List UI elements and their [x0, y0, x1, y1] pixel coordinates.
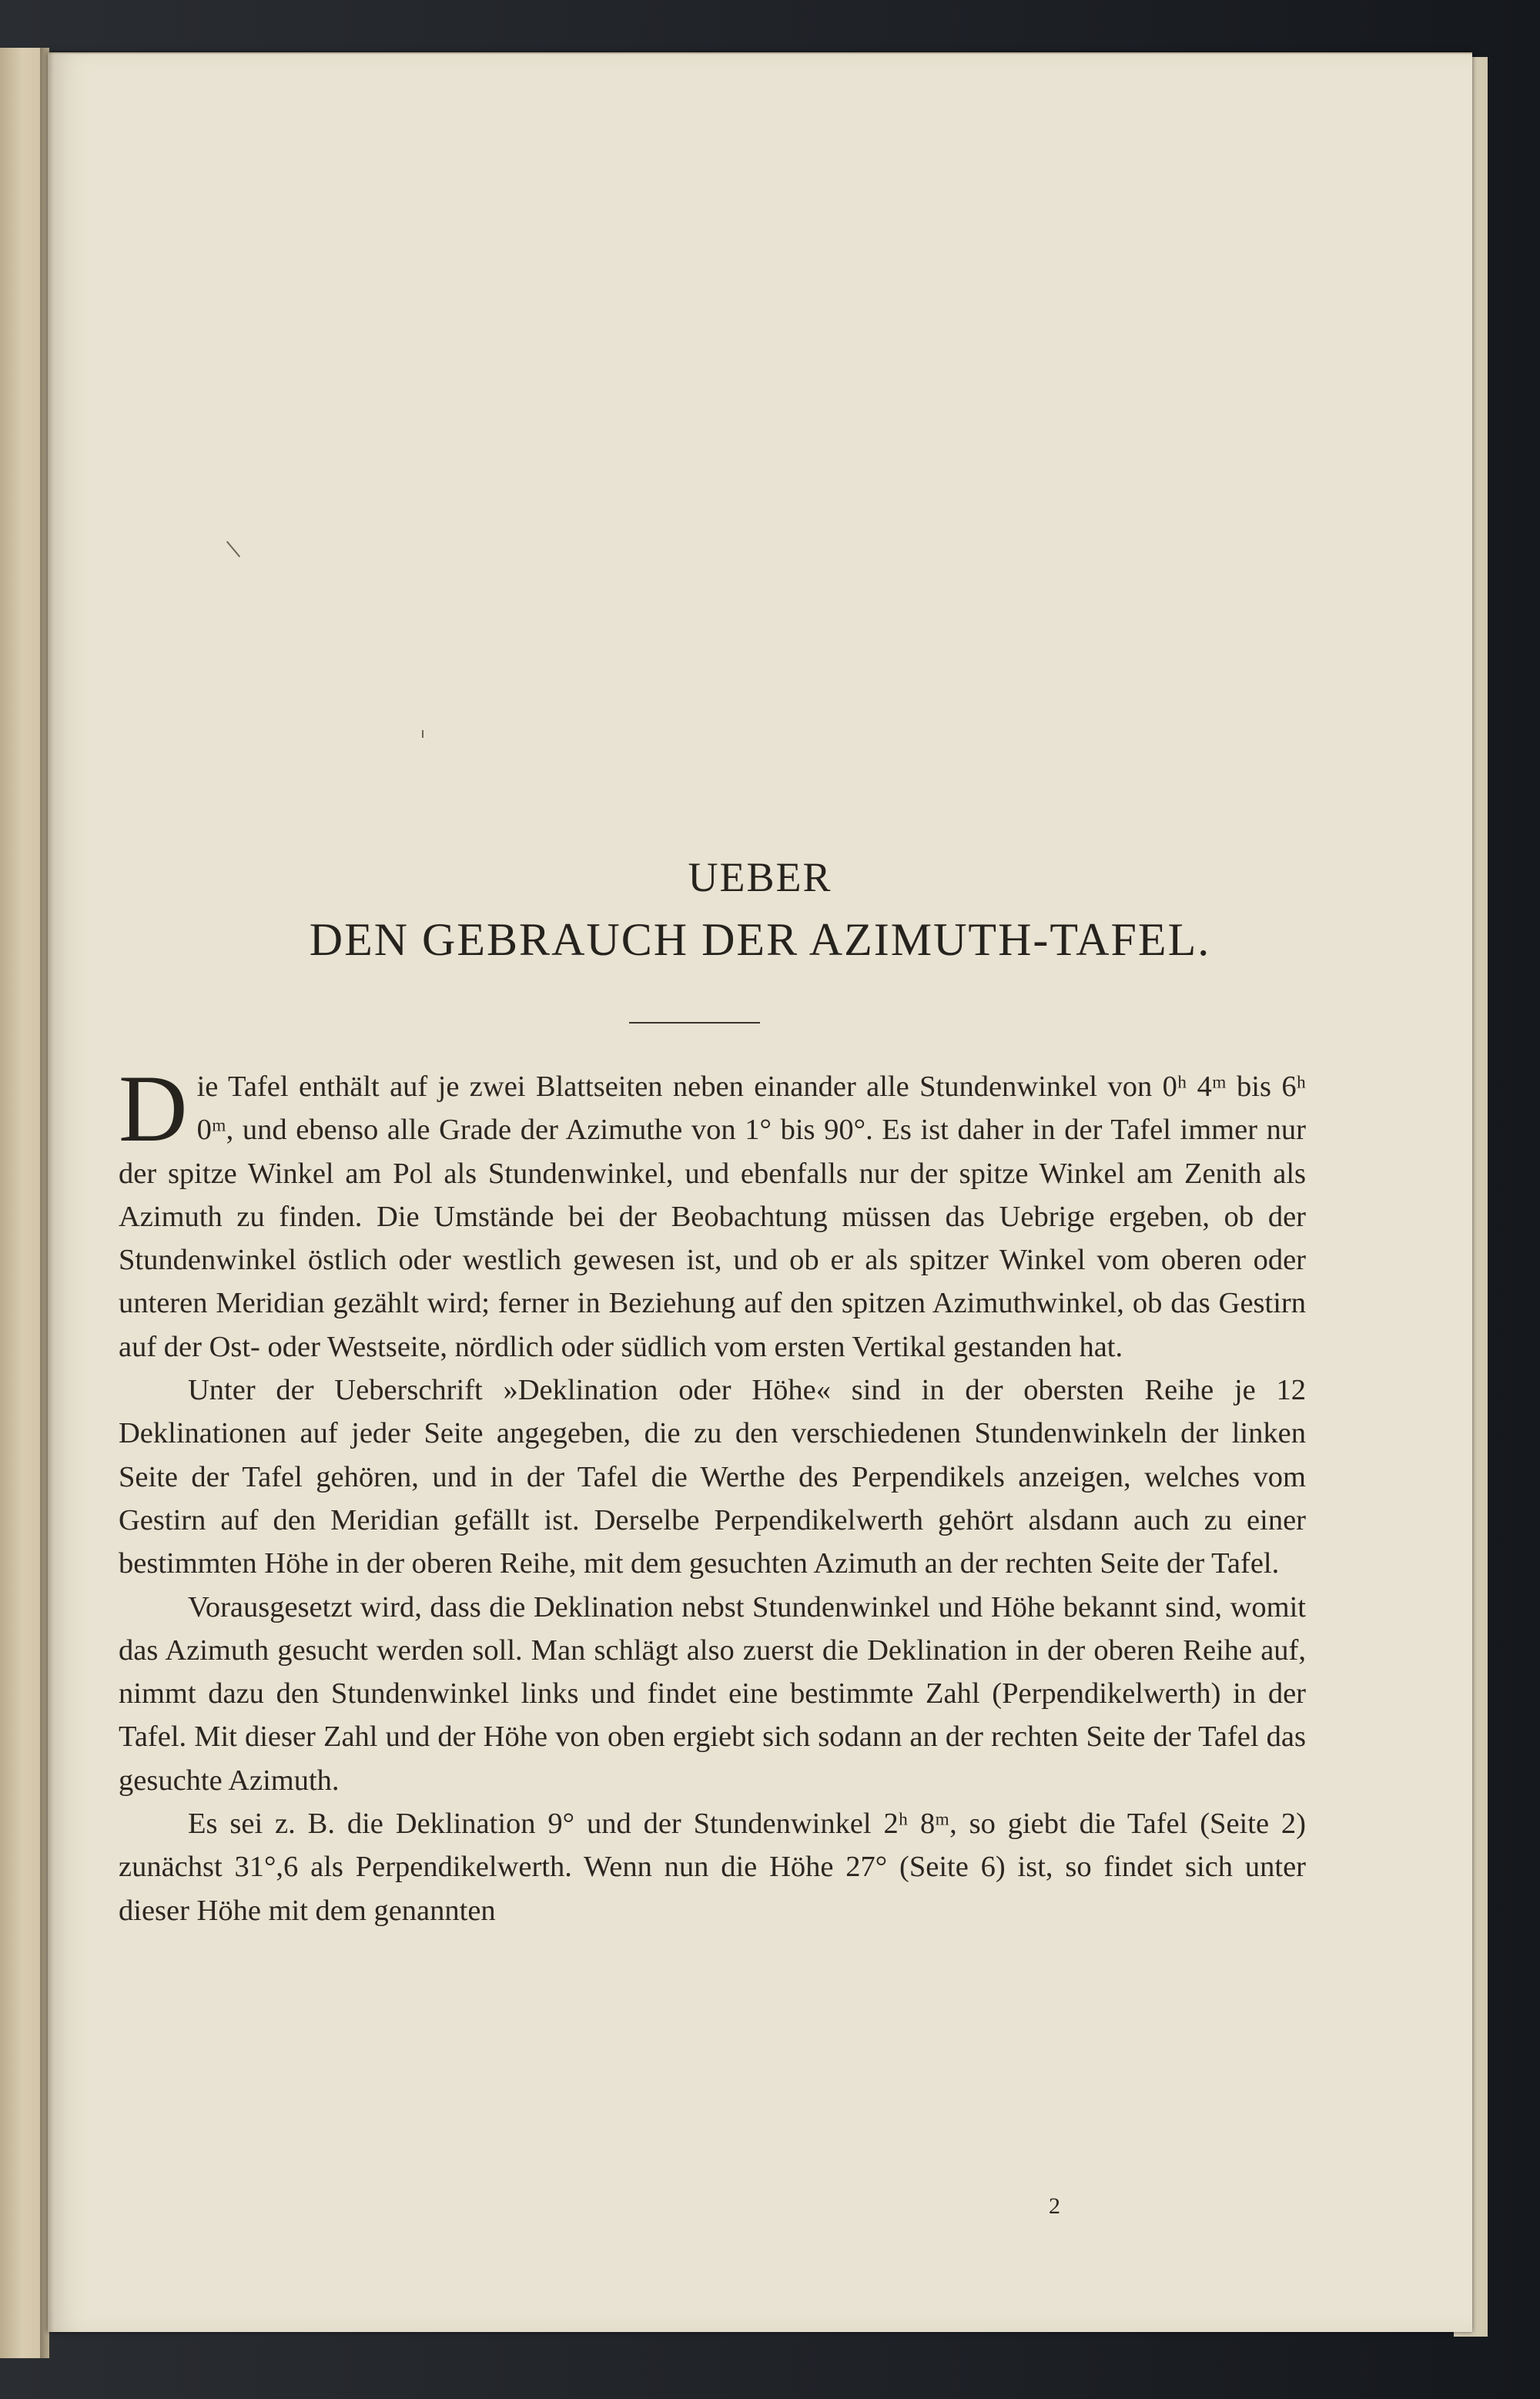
- paragraph-3: Vorausgesetzt wird, dass die Deklination nebst Stundenwinkel und Höhe bekannt sind, womit das Azimuth gesucht werden soll. Man schlägt also zuerst die Deklination in der oberen Reihe auf, nimmt dazu den Stundenwinkel links und findet eine bestimmte Zahl (Perpendikelwerth) in der Tafel. Mit dieser Zahl und der Höhe von oben ergiebt sich sodann an der rechten Seite der Tafel das gesuchte Azimuth.: [119, 1590, 1306, 1797]
- stray-mark: [226, 541, 240, 557]
- page-top-edge: [48, 52, 1472, 54]
- title-line-1: UEBER: [688, 854, 832, 900]
- title-divider: [629, 1022, 760, 1024]
- paragraph-1-text: ie Tafel enthält auf je zwei Blattseiten neben einander alle Stundenwinkel von 0ʰ 4ᵐ bis 6ʰ 0ᵐ, und ebenso alle Grade der Azimuthe von 1° bis 90°. Es ist daher in der Tafel immer nur der spitze Winkel am Pol als Stundenwinkel, und ebenfalls nur der spitze Winkel am Zenith als Azimuth zu finden. Die Umstände bei der Beobachtung müssen das Uebrige ergeben, ob der Stundenwinkel östlich oder westlich gewesen ist, und ob er als spitzer Winkel vom oberen oder unteren Meridian gezählt wird; ferner in Beziehung auf den spitzen Azimuthwinkel, ob das Gestirn auf der Ost- oder Westseite, nördlich oder südlich vom ersten Vertikal gestanden hat.: [119, 1071, 1306, 1363]
- paragraph-4: Es sei z. B. die Deklination 9° und der Stundenwinkel 2ʰ 8ᵐ, so giebt die Tafel (Seite 2) zunächst 31°,6 als Perpendikelwerth. Wenn nun die Höhe 27° (Seite 6) ist, so findet sich unter dieser Höhe mit dem genannten: [119, 1808, 1306, 1927]
- paragraph-2: Unter der Ueberschrift »Deklination oder Höhe« sind in der obersten Reihe je 12 Deklinationen auf jeder Seite angegeben, die zu den verschiedenen Stundenwinkeln der linken Seite der Tafel gehören, und in der Tafel die Werthe des Perpendikels anzeigen, welches vom Gestirn auf den Meridian gefällt ist. Derselbe Perpendikelwerth gehört alsdann auch zu einer bestimmten Höhe in der oberen Reihe, mit dem gesuchten Azimuth an der rechten Seite der Tafel.: [119, 1374, 1306, 1580]
- paragraph-1: [119, 1056, 1306, 1369]
- binding-shadow: [40, 48, 54, 2358]
- page-number: 2: [1049, 2193, 1060, 2219]
- stray-mark: [422, 730, 424, 738]
- title-line-2: DEN GEBRAUCH DER AZIMUTH-TAFEL.: [309, 914, 1211, 965]
- body-text: [119, 1056, 1306, 1932]
- drop-cap: D: [119, 1056, 188, 1161]
- book-page: [48, 52, 1472, 2332]
